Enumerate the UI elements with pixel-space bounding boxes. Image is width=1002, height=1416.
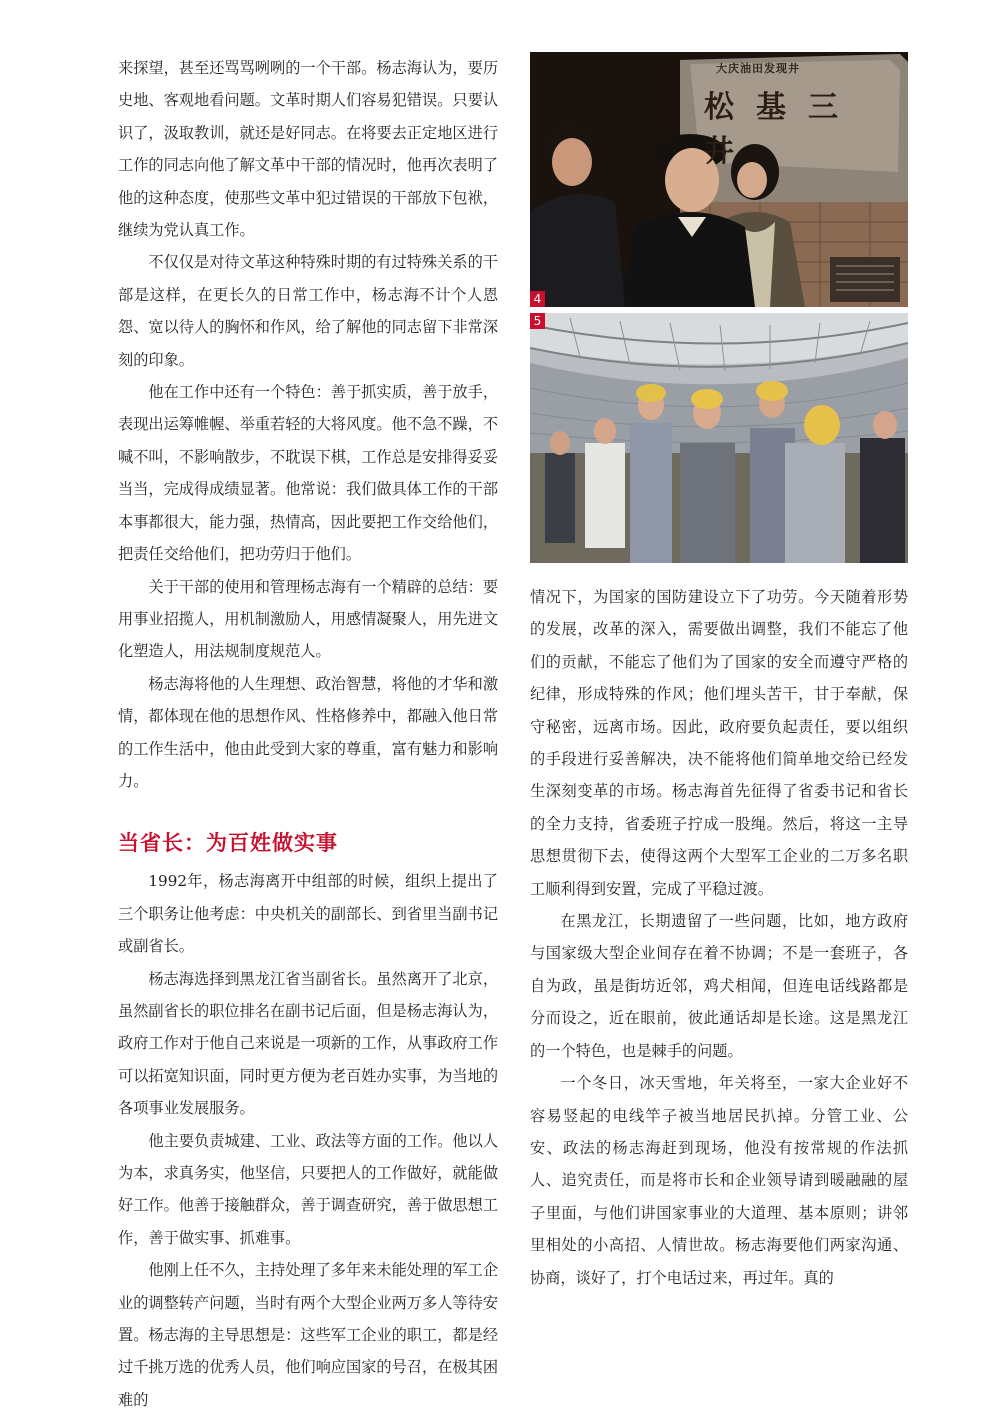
body-paragraph: 杨志海选择到黑龙江省当副省长。虽然离开了北京，虽然副省长的职位排名在副书记后面，但是杨志海认为，政府工作对于他自己来说是一项新的工作，从事政府工作可以拓宽知识面，同时更方便为老百姓办实事，为当地的各项事业发展服务。 <box>118 969 498 1118</box>
stadium-scene-illustration <box>530 313 908 563</box>
body-paragraph: 他刚上任不久，主持处理了多年来未能处理的军工企业的调整转产问题，当时有两个大型企业两万多人等待安置。杨志海的主导思想是：这些军工企业的职工，都是经过千挑万选的优秀人员，他们响应国家的号召，在极其困难的 <box>118 1261 498 1409</box>
body-paragraph: 不仅仅是对待文革这种特殊时期的有过特殊关系的干部是这样，在更长久的日常工作中，杨志海不计个人恩怨、宽以待人的胸怀和作风，给了解他的同志留下非常深刻的印象。 <box>118 253 498 369</box>
body-paragraph: 情况下，为国家的国防建设立下了功劳。今天随着形势的发展，改革的深入，需要做出调整，我们不能忘了他们的贡献，不能忘了他们为了国家的安全而遵守严格的纪律，形成特殊的作风；他们埋头苦干，甘于奉献，保守秘密，远离市场。因此，政府要负起责任，要以组织的手段进行妥善解决，决不能将他们简单地交给已经发生深刻变革的市场。杨志海首先征得了省委书记和省长的全力支持，省委班子拧成一股绳。然后，将这一主导思想贯彻下去，使得这两个大型军工企业的二万多名职工顺利得到安置，完成了平稳过渡。 <box>530 588 908 898</box>
body-paragraph: 来探望，甚至还骂骂咧咧的一个干部。杨志海认为，要历史地、客观地看问题。文革时期人们容易犯错误。只要认识了，汲取教训，就还是好同志。在将要去正定地区进行工作的同志向他了解文革中干部的情况时，他再次表明了他的这种态度，使那些文革中犯过错误的干部放下包袱，继续为党认真工作。 <box>118 59 498 240</box>
left-column <box>118 52 498 1416</box>
photo-oil-well-monument <box>530 52 908 307</box>
body-paragraph: 他主要负责城建、工业、政法等方面的工作。他以人为本，求真务实，他坚信，只要把人的工作做好，就能做好工作。他善于接触群众，善于调查研究，善于做思想工作，善于做实事、抓难事。 <box>118 1131 498 1247</box>
body-paragraph: 关于干部的使用和管理杨志海有一个精辟的总结：要用事业招揽人，用机制激励人，用感情凝聚人，用先进文化塑造人，用法规制度规范人。 <box>118 577 498 661</box>
photo-number-badge: 4 <box>530 291 545 307</box>
body-paragraph: 他在工作中还有一个特色：善于抓实质，善于放手，表现出运筹帷幄、举重若轻的大将风度。他不急不躁，不喊不叫，不影响散步，不耽误下棋，工作总是安排得妥妥当当，完成得成绩显著。他常说：我们做具体工作的干部本事都很大，能力强，热情高，因此要把工作交给他们，把责任交给他们，把功劳归于他们。 <box>118 383 498 564</box>
body-paragraph: 一个冬日，冰天雪地，年关将至，一家大企业好不容易竖起的电线竿子被当地居民扒掉。分管工业、公安、政法的杨志海赶到现场，他没有按常规的作法抓人、追究责任，而是将市长和企业领导请到暖融融的屋子里面，与他们讲国家事业的大道理、基本原则；讲邻里相处的小高招、人情世故。杨志海要他们两家沟通、协商，谈好了，打个电话过来，再过年。真的 <box>530 1074 908 1287</box>
plaque-large-caption: 松基三井 <box>704 90 860 169</box>
plaque-small-caption: 大庆油田发现井 <box>716 62 800 75</box>
body-paragraph: 杨志海将他的人生理想、政治智慧，将他的才华和激情，都体现在他的思想作风、性格修养中，都融入他日常的工作生活中，他由此受到大家的尊重，富有魅力和影响力。 <box>118 674 498 790</box>
photo-number-badge: 5 <box>530 313 545 329</box>
body-paragraph: 1992年，杨志海离开中组部的时候，组织上提出了三个职务让他考虑：中央机关的副部长、到省里当副书记或副省长。 <box>118 872 498 956</box>
right-column <box>530 52 908 1294</box>
section-heading: 当省长：为百姓做实事 <box>118 831 338 856</box>
photo-stadium-inspection <box>530 313 908 563</box>
body-paragraph: 在黑龙江，长期遗留了一些问题，比如，地方政府与国家级大型企业间存在着不协调；不是一套班子，各自为政，虽是街坊近邻，鸡犬相闻，但连电话线路都是分而设之，近在眼前，彼此通话却是长途。这是黑龙江的一个特色，也是棘手的问题。 <box>530 912 908 1060</box>
